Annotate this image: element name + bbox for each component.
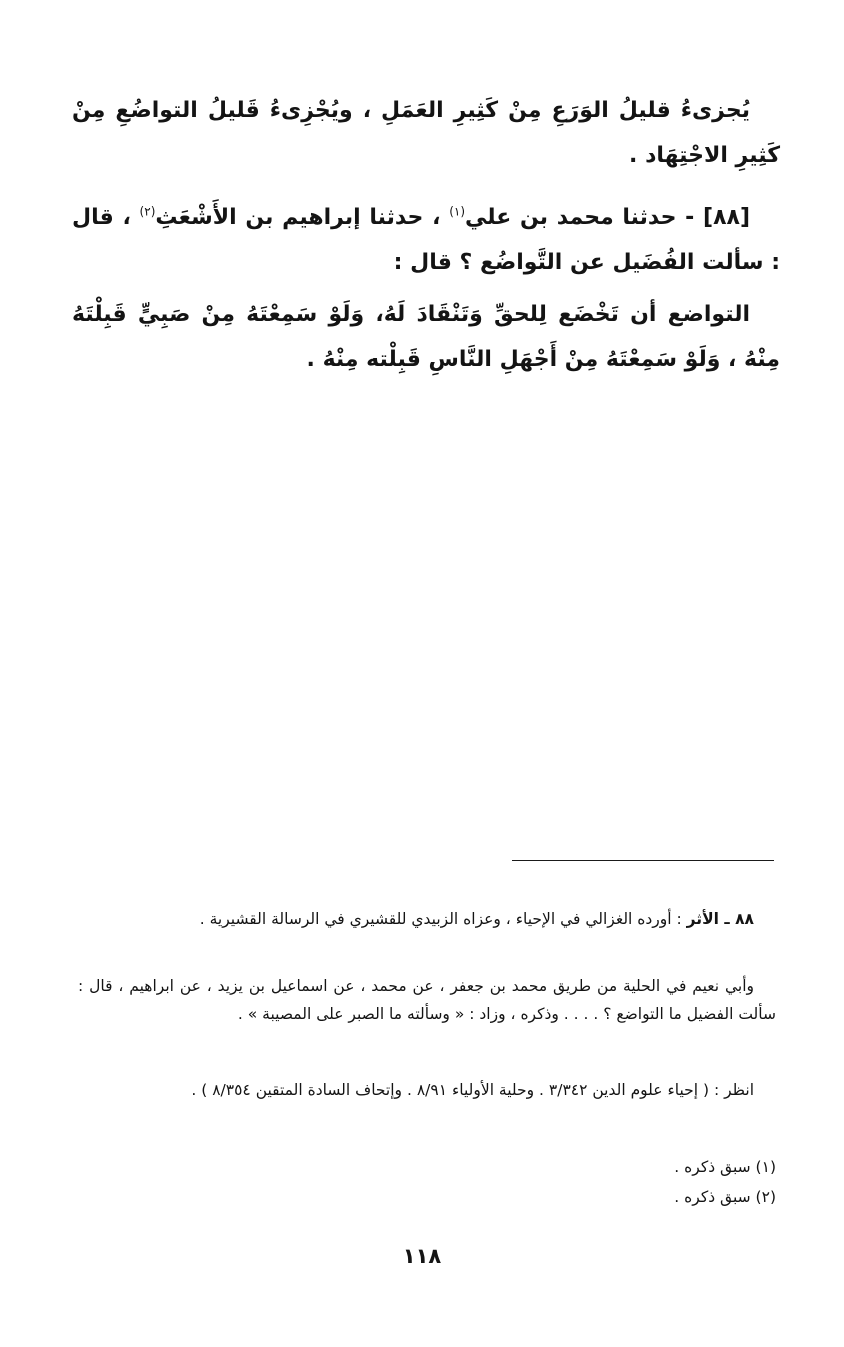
footnote-88-para2	[78, 972, 776, 1028]
footnote-2-text: (٢) سبق ذكره .	[674, 1188, 776, 1206]
hadith-number: [٨٨]	[703, 205, 750, 230]
footnote-1-text: (١) سبق ذكره .	[674, 1158, 776, 1176]
chain-text-c: ، قال : سألت الفُضَيل عن التَّواضُع ؟ قال :	[72, 205, 780, 275]
paragraph-3	[72, 292, 780, 382]
paragraph-2	[72, 195, 780, 285]
footnote-2	[78, 1183, 776, 1211]
footnote-88-para3	[78, 1076, 776, 1104]
footnote-88-text	[78, 905, 776, 933]
footnote-88	[78, 905, 776, 933]
footnote-divider	[512, 860, 774, 861]
paragraph-1-text: يُجزىءُ قليلُ الوَرَعِ مِنْ كَثِيرِ العَمَلِ ، ويُجْزِىءُ قَليلُ التواضُعِ مِنْ كَثِيرِ الاجْتِهَاد .	[72, 98, 780, 168]
footnote-1	[78, 1153, 776, 1181]
footnote-88-label: ٨٨ ـ الأثر	[686, 910, 754, 928]
page-number: ١١٨	[402, 1244, 442, 1268]
chain-text-a: - حدثنا محمد بن علي	[465, 205, 695, 230]
footnote-ref-2[interactable]: (٢)	[139, 204, 156, 219]
footnote-88-para3-text: انظر : ( إحياء علوم الدين ٣/٣٤٢ . وحلية الأولياء ٨/٩١ . وإتحاف السادة المتقين ٨/٣٥٤ ) .	[191, 1081, 754, 1099]
chain-text-b: ، حدثنا إبراهيم بن الأَشْعَثِ	[155, 205, 441, 230]
paragraph-1	[72, 88, 780, 178]
footnote-88-para2-text: وأبي نعيم في الحلية من طريق محمد بن جعفر ، عن محمد ، عن اسماعيل بن يزيد ، عن ابراهيم ، قال : سألت الفضيل ما التواضع ؟ . . . . وذكره ، وزاد : « وسألته ما الصبر على المصيبة » .	[78, 977, 776, 1023]
paragraph-3-text: التواضع أن تَخْضَع لِلحقِّ وَتَنْقَادَ لَهُ، وَلَوْ سَمِعْتَهُ مِنْ صَبِيٍّ قَبِلْتَهُ مِنْهُ ، وَلَوْ سَمِعْتَهُ مِنْ أَجْهَلِ النَّاسِ قَبِلْته مِنْهُ .	[72, 302, 780, 372]
footnote-ref-1[interactable]: (١)	[449, 204, 466, 219]
hadith-88	[72, 195, 780, 285]
footnote-88-body: : أورده الغزالي في الإحياء ، وعزاه الزبيدي للقشيري في الرسالة القشيرية .	[199, 910, 682, 928]
